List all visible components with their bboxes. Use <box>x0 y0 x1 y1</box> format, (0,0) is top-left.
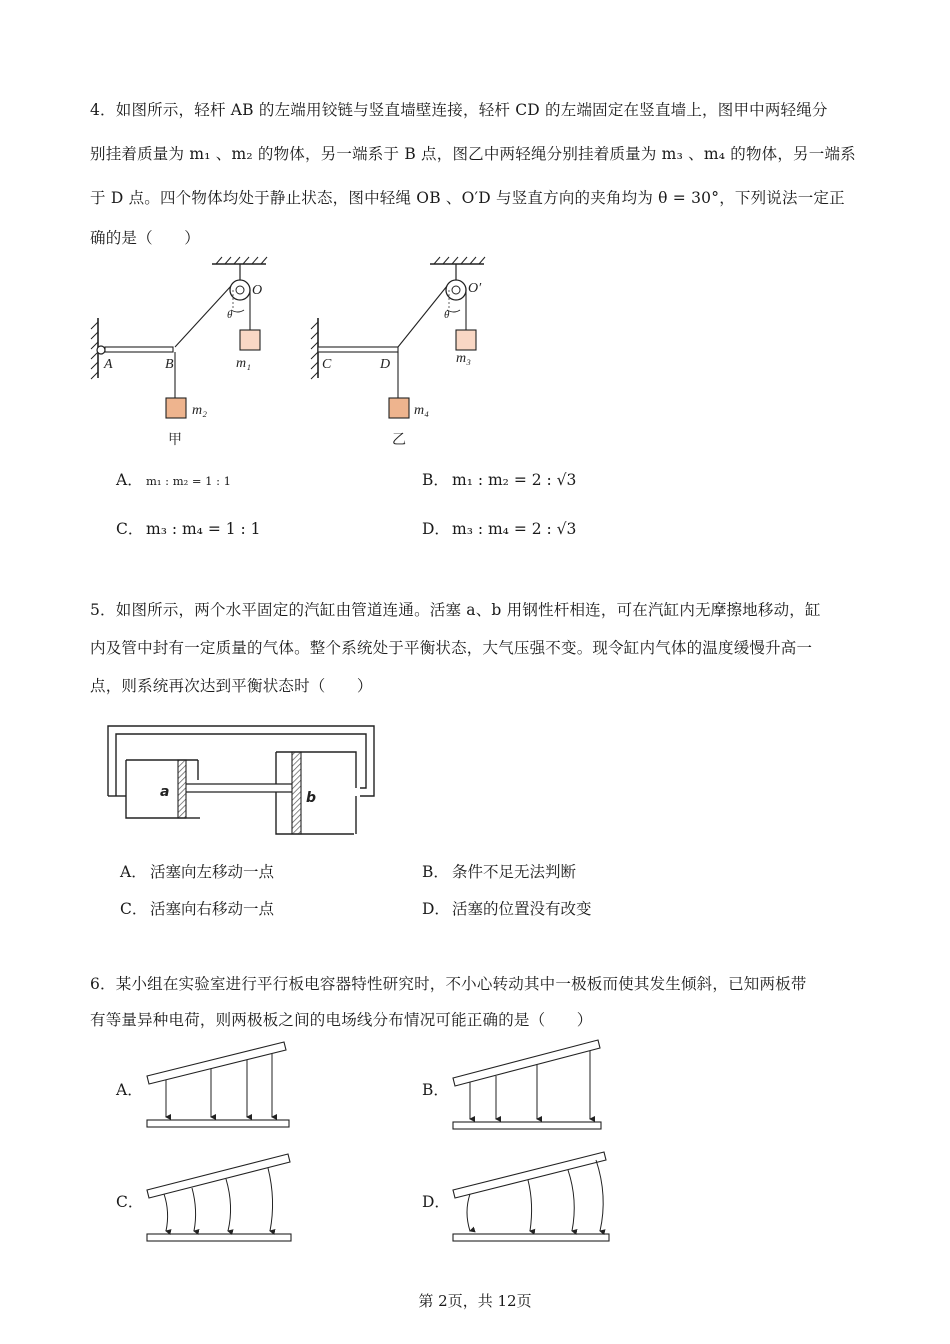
label-theta-yi: θ <box>444 309 450 321</box>
q4-line-1: 4．如图所示，轻杆 AB 的左端用铰链与竖直墙壁连接，轻杆 CD 的左端固定在竖直墙上，图甲中两轻绳分 <box>90 101 828 119</box>
option-key: A． <box>116 471 143 489</box>
option-text: 活塞向左移动一点 <box>150 863 275 881</box>
q5-line-1: 5．如图所示，两个水平固定的汽缸由管道连通。活塞 a、b 用钢性杆相连，可在汽缸内无摩擦地移动，缸 <box>90 601 821 619</box>
q6-option-b[interactable] <box>422 1078 452 1100</box>
label-D: D <box>380 357 391 372</box>
label-C: C <box>322 357 332 372</box>
q5-cylinder-figure <box>104 722 384 842</box>
label-B: B <box>165 357 174 372</box>
option-key: A． <box>120 863 147 881</box>
q5-line-2: 内及管中封有一定质量的气体。整个系统处于平衡状态，大气压强不变。现令缸内气体的温度缓慢升高一 <box>90 639 813 657</box>
label-theta: θ <box>227 309 233 321</box>
q6-line-2: 有等量异种电荷，则两极板之间的电场线分布情况可能正确的是（ ） <box>90 1011 593 1029</box>
q6-figure-a[interactable] <box>144 1040 294 1130</box>
option-text: 条件不足无法判断 <box>452 863 577 881</box>
q5-line-3: 点，则系统再次达到平衡状态时（ ） <box>90 677 373 695</box>
option-key: B． <box>422 1081 449 1099</box>
page-footer: 第 2页，共 12页 <box>418 1292 532 1310</box>
caption-jia: 甲 <box>168 432 182 448</box>
label-O: O <box>252 283 263 298</box>
q5-option-d[interactable] <box>422 897 592 919</box>
option-key: B． <box>422 471 449 489</box>
option-key: C． <box>116 1193 144 1211</box>
q6-option-c[interactable] <box>116 1190 146 1212</box>
q4-option-a[interactable] <box>116 468 231 490</box>
label-O-prime: O′ <box>468 281 482 296</box>
q4-line-3: 于 D 点。四个物体均处于静止状态，图中轻绳 OB 、O′D 与竖直方向的夹角均为 θ = 30°，下列说法一定正 <box>90 189 845 207</box>
option-text: m₁ : m₂ = 1 : 1 <box>146 474 231 488</box>
q4-option-b[interactable] <box>422 468 576 490</box>
q5-option-b[interactable] <box>422 860 576 882</box>
label-m2: m₂ <box>192 403 207 418</box>
q6-figure-b[interactable] <box>450 1036 606 1132</box>
q5-option-a[interactable] <box>120 860 274 882</box>
q4-option-d[interactable] <box>422 517 576 539</box>
q6-line-1: 6．某小组在实验室进行平行板电容器特性研究时，不小心转动其中一极板而使其发生倾斜，已知两板带 <box>90 975 807 993</box>
option-text: 活塞向右移动一点 <box>150 900 275 918</box>
q6-figure-d[interactable] <box>450 1146 612 1256</box>
option-key: D． <box>422 900 450 918</box>
piston-a-label: a <box>160 784 170 800</box>
option-key: D． <box>422 520 450 538</box>
q5-option-c[interactable] <box>120 897 274 919</box>
q6-figure-c[interactable] <box>144 1148 296 1244</box>
label-A: A <box>104 357 113 372</box>
option-text: 活塞的位置没有改变 <box>452 900 592 918</box>
label-m4: m₄ <box>414 403 429 418</box>
option-text: m₁ : m₂ = 2 : √3 <box>452 471 577 489</box>
q4-figure-jia <box>88 252 288 452</box>
option-key: A． <box>116 1081 143 1099</box>
option-key: D． <box>422 1193 450 1211</box>
q6-option-a[interactable] <box>116 1078 146 1100</box>
option-key: C． <box>116 520 144 538</box>
option-key: B． <box>422 863 449 881</box>
label-m3: m₃ <box>456 351 471 366</box>
option-text: m₃ : m₄ = 1 : 1 <box>146 520 261 538</box>
q6-option-d[interactable] <box>422 1190 452 1212</box>
q4-line-4: 确的是（ ） <box>90 229 200 247</box>
caption-yi: 乙 <box>392 432 406 448</box>
q4-option-c[interactable] <box>116 517 261 539</box>
q4-line-2: 别挂着质量为 m₁ 、m₂ 的物体，另一端系于 B 点，图乙中两轻绳分别挂着质量为 m₃ 、m₄ 的物体，另一端系 <box>90 145 856 163</box>
option-text: m₃ : m₄ = 2 : √3 <box>452 520 577 538</box>
q4-figure-yi <box>308 252 508 452</box>
piston-b-label: b <box>306 790 317 806</box>
label-m1: m₁ <box>236 356 251 371</box>
option-key: C． <box>120 900 148 918</box>
